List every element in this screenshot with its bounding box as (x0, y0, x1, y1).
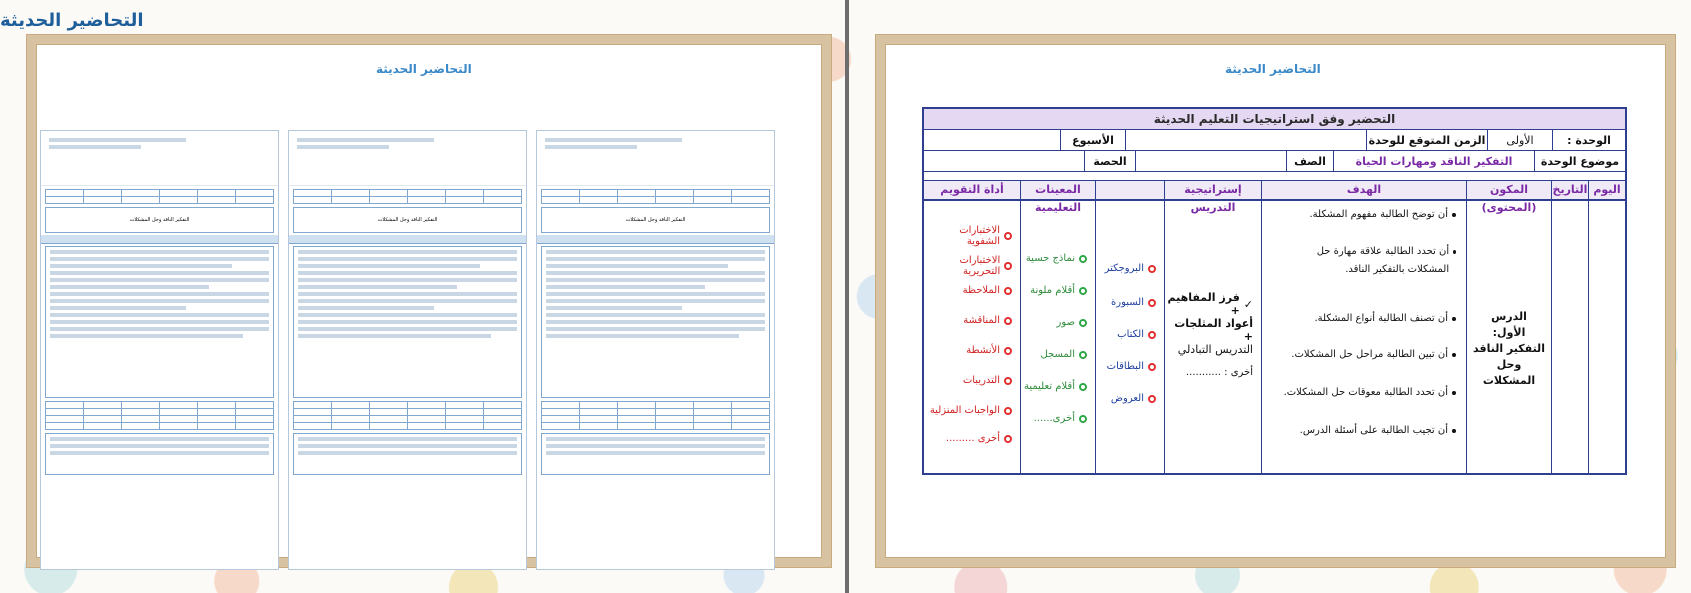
week-label: الأسبوع (1060, 130, 1125, 150)
strategy-list: ✓ فرز المفاهيم + أعواد المثلجات + التدريس التبادلي أخرى : ........... (1167, 291, 1253, 378)
evaluation-list: الاختبارات الشفوية الاختبارات التحريرية الملاحظة المناقشة الأنشطة التدريبات الواجبات المنزلية أخرى ......... (924, 201, 1020, 473)
class-label: الصف (1286, 151, 1333, 171)
topic-value: التفكير الناقد ومهارات الحياة (1333, 151, 1534, 171)
col-aids-a (1095, 181, 1164, 473)
sheet-header (41, 131, 278, 186)
plan-title: التحضير وفق استراتيجيات التعليم الحديثة (924, 109, 1625, 130)
aids-a-list: البروجكتر السبورة الكتاب البطاقات العروض (1096, 201, 1164, 473)
col-date: التاريخ (1551, 181, 1588, 473)
corner-brand-text: التحاضير الحديثة (0, 10, 144, 31)
col-strategy: إستراتيجية التدريس ✓ فرز المفاهيم + أعواد المثلجات + التدريس التبادلي أخرى : ........... (1164, 181, 1261, 473)
col-content: المكون (المحتوى) الدرس الأول: التفكير الناقد وحل المشكلات (1466, 181, 1551, 473)
time-value (1125, 130, 1366, 150)
period-label: الحصة (1084, 151, 1135, 171)
left-brand-logo: التحاضير الحديثة (376, 62, 472, 76)
col-evaluation: أداة التقويم الاختبارات الشفوية الاختبارات التحريرية الملاحظة المناقشة الأنشطة التدريبات الواجبات المنزلية أخرى ......... (924, 181, 1020, 473)
goal-item: أن تجيب الطالبة على أسئلة الدرس. (1299, 425, 1448, 436)
sheet-header (289, 131, 526, 186)
class-value (1135, 151, 1286, 171)
goal-item: أن تبين الطالبة مراحل حل المشكلات. (1291, 349, 1448, 360)
unit-label: الوحدة : (1552, 130, 1625, 150)
col-day: اليوم (1588, 181, 1625, 473)
sheet-header (537, 131, 774, 186)
sheet-preview-3 (536, 130, 775, 570)
topic-label: موضوع الوحدة (1534, 151, 1625, 171)
corner-logo (0, 10, 144, 31)
time-label: الزمن المتوقع للوحدة (1366, 130, 1487, 150)
lesson-plan-table (922, 107, 1627, 475)
plan-info-row-1 (924, 130, 1625, 151)
goal-item: أن توضح الطالبة مفهوم المشكلة. (1309, 209, 1448, 220)
week-value (924, 130, 1060, 150)
plan-info-row-2 (924, 151, 1625, 172)
sheet-lesson: التفكير الناقد وحل المشكلات (541, 207, 770, 233)
goal-item: أن تحدد الطالبة علاقة مهارة حل المشكلات بالتفكير الناقد. (1316, 246, 1450, 275)
period-value (924, 151, 1084, 171)
aids-b-list: نماذج حسية أقلام ملونة صور المسجل أقلام تعليمية أخرى...... (1021, 201, 1095, 473)
goal-item: أن تحدد الطالبة معوقات حل المشكلات. (1283, 387, 1448, 398)
col-aids-b: المعينات التعليمية نماذج حسية أقلام ملونة صور المسجل أقلام تعليمية أخرى...... (1020, 181, 1095, 473)
goal-item: أن تصنف الطالبة أنواع المشكلة. (1314, 313, 1448, 324)
left-page-frame (27, 35, 831, 567)
page-divider (845, 0, 849, 593)
lesson-title: الدرس الأول: التفكير الناقد وحل المشكلات (1473, 310, 1545, 387)
unit-value: الأولى (1487, 130, 1552, 150)
sheet-preview-1 (40, 130, 279, 570)
sheet-preview-2 (288, 130, 527, 570)
goals-list (1262, 201, 1466, 473)
plan-columns (924, 181, 1625, 473)
sheet-lesson: التفكير الناقد وحل المشكلات (293, 207, 522, 233)
right-brand-logo: التحاضير الحديثة (1225, 62, 1321, 76)
col-goals: الهدف أن توضح الطالبة مفهوم المشكلة. أن تحدد الطالبة علاقة مهارة حل المشكلات بالتفكير الناقد. أن تصنف الطالبة أنواع المشكلة. أن تبين الطالبة مراحل حل المشكلات. أن تحدد الطالبة معوقات حل المشكلات. أن تجيب الطالبة على أسئلة الدرس. (1261, 181, 1466, 473)
sheet-lesson: التفكير الناقد وحل المشكلات (45, 207, 274, 233)
